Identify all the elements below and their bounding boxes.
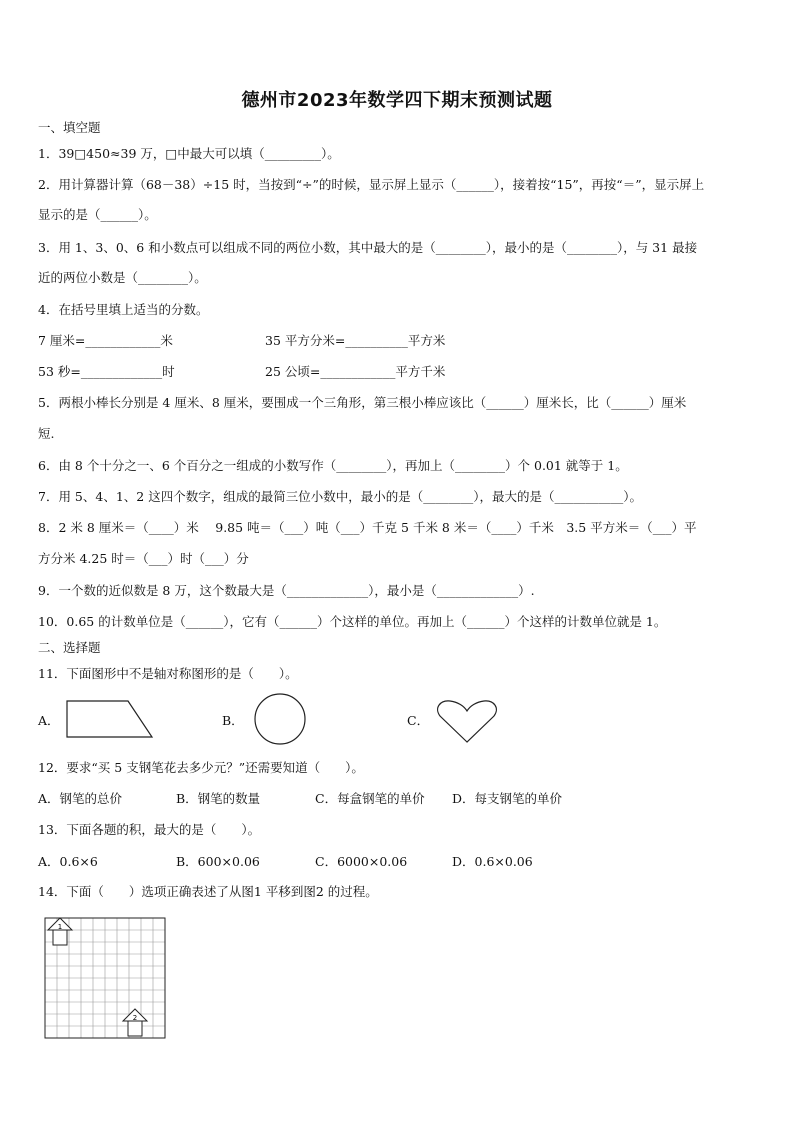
question-4: 4．在括号里填上适当的分数。 xyxy=(38,302,209,317)
question-8-line-1: 8．2 米 8 厘米＝（____）米 9.85 吨＝（___）吨（___）千克 5 千米 8 米＝（____）千米 3.5 平方米＝（___）平 xyxy=(38,520,697,535)
option-a-label: A． xyxy=(38,713,60,728)
question-1: 1．39□450≈39 万，□中最大可以填（_________）。 xyxy=(38,146,340,161)
question-13-option-c: C．6000×0.06 xyxy=(315,854,408,869)
house-1-label: 1 xyxy=(57,923,63,931)
question-3-line-1: 3．用 1、3、0、6 和小数点可以组成不同的两位小数，其中最大的是（________），最小的是（________），与 31 最接 xyxy=(38,240,698,255)
heart-shape xyxy=(436,698,498,746)
question-13-option-a: A．0.6×6 xyxy=(38,854,98,869)
question-9: 9．一个数的近似数是 8 万，这个数最大是（_____________），最小是（_____________）. xyxy=(38,583,535,598)
question-12-option-d: D．每支钢笔的单价 xyxy=(452,791,563,806)
option-c-label: C． xyxy=(407,713,430,728)
circle-shape xyxy=(252,693,308,745)
question-13: 13．下面各题的积，最大的是（ ）。 xyxy=(38,822,261,837)
question-7: 7．用 5、4、1、2 这四个数字，组成的最简三位小数中，最小的是（________），最大的是（___________）。 xyxy=(38,489,642,504)
question-4-item-1: 7 厘米=____________米 xyxy=(38,333,173,348)
question-11: 11．下面图形中不是轴对称图形的是（ ）。 xyxy=(38,666,298,681)
question-4-item-4: 25 公顷=____________平方千米 xyxy=(265,364,446,379)
question-6: 6．由 8 个十分之一、6 个百分之一组成的小数写作（________），再加上（________）个 0.01 就等于 1。 xyxy=(38,458,628,473)
question-5-line-2: 短. xyxy=(38,426,55,441)
question-2-line-2: 显示的是（______）。 xyxy=(38,207,157,222)
section-heading-fill-blank: 一、填空题 xyxy=(38,120,101,135)
question-13-option-d: D．0.6×0.06 xyxy=(452,854,533,869)
question-14: 14．下面（ ）选项正确表述了从图1 平移到图2 的过程。 xyxy=(38,884,378,899)
house-2-label: 2 xyxy=(132,1014,138,1022)
question-2-line-1: 2．用计算器计算（68－38）÷15 时，当按到“÷”的时候，显示屏上显示（______），接着按“15”，再按“＝”，显示屏上 xyxy=(38,177,705,192)
question-8-line-2: 方分米 4.25 时＝（___）时（___）分 xyxy=(38,551,249,566)
section-heading-multiple-choice: 二、选择题 xyxy=(38,640,101,655)
house-figure-2 xyxy=(123,1009,147,1036)
question-12-option-b: B．钢笔的数量 xyxy=(176,791,261,806)
question-4-item-3: 53 秒=_____________时 xyxy=(38,364,175,379)
question-5-line-1: 5．两根小棒长分别是 4 厘米、8 厘米，要围成一个三角形，第三根小棒应该比（______）厘米长，比（______）厘米 xyxy=(38,395,687,410)
option-b-label: B． xyxy=(222,713,244,728)
question-13-option-b: B．600×0.06 xyxy=(176,854,260,869)
question-12-option-a: A．钢笔的总价 xyxy=(38,791,123,806)
question-4-item-2: 35 平方分米=__________平方米 xyxy=(265,333,446,348)
house-figure-1 xyxy=(48,918,72,945)
question-3-line-2: 近的两位小数是（________）。 xyxy=(38,270,207,285)
question-12-option-c: C．每盒钢笔的单价 xyxy=(315,791,425,806)
translation-grid-figure xyxy=(44,915,168,1041)
question-10: 10．0.65 的计数单位是（______），它有（______）个这样的单位。再加上（______）个这样的计数单位就是 1。 xyxy=(38,614,667,629)
page-title: 德州市2023年数学四下期末预测试题 xyxy=(241,90,553,111)
trapezoid-shape xyxy=(64,697,156,741)
question-12: 12．要求“买 5 支钢笔花去多少元？”还需要知道（ ）。 xyxy=(38,760,364,775)
